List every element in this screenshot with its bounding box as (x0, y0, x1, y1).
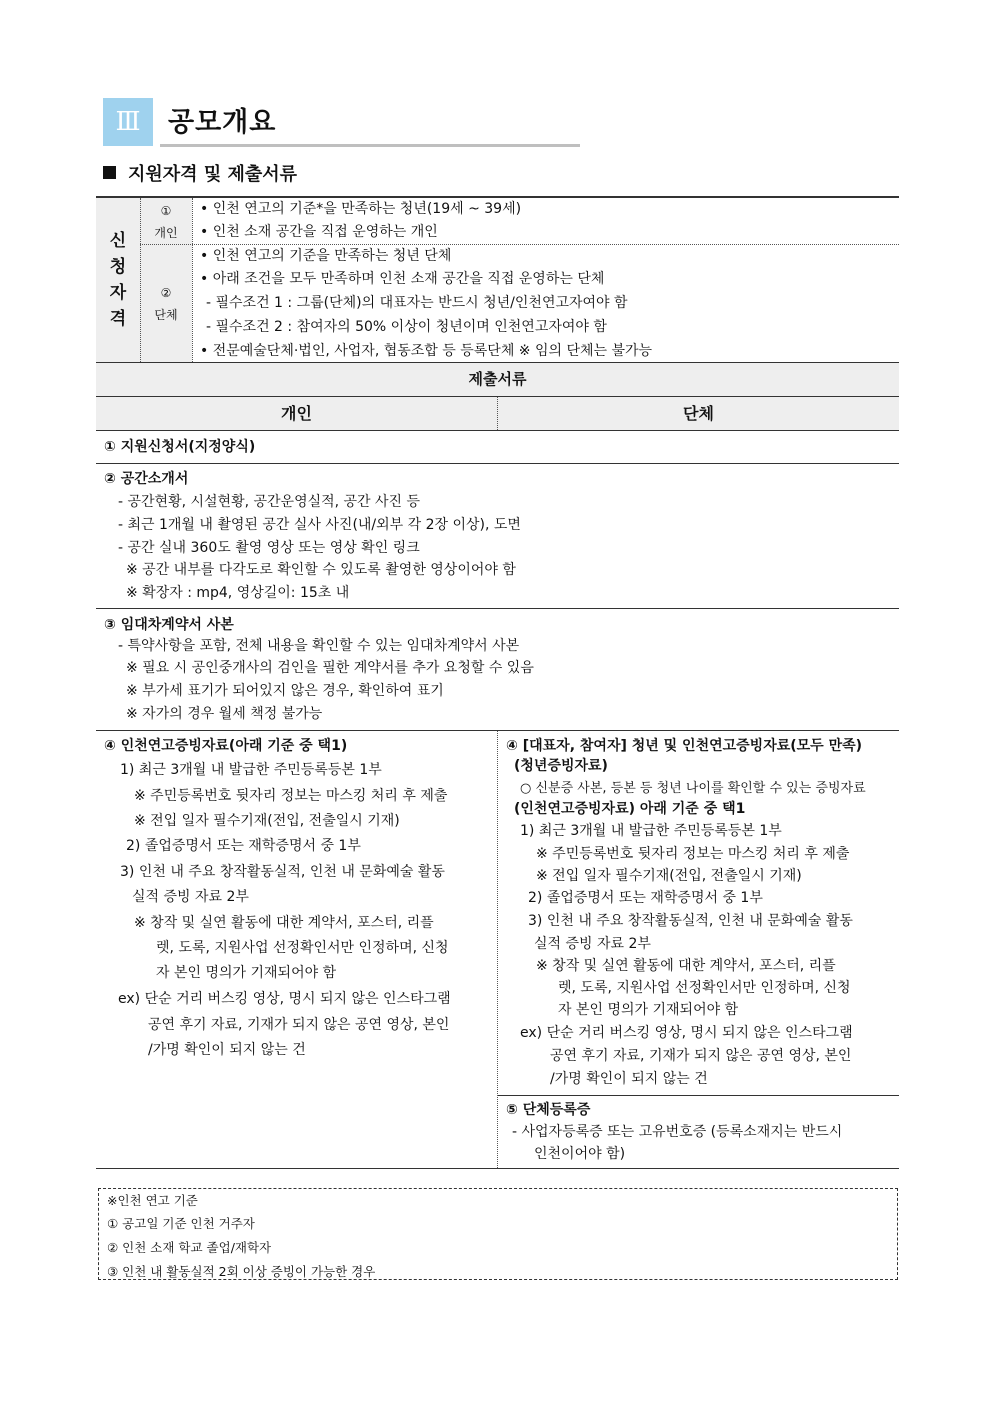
col-individual-header: 개인 (281, 404, 312, 423)
individual-qual-line: • 인천 연고의 기준*을 만족하는 청년(19세 ~ 39세) (200, 201, 522, 217)
row-border (498, 1095, 899, 1096)
doc4-group-line: ※ 전입 일자 필수기재(전입, 전출일시 기재) (536, 868, 802, 884)
qual-divider (192, 198, 193, 362)
subheading-text: 지원자격 및 제출서류 (128, 164, 298, 185)
doc2-line: - 공간현황, 시설현황, 공간운영실적, 공간 사진 등 (118, 494, 421, 510)
doc4-group-line: 렛, 도록, 지원사업 선정확인서만 인정하며, 신청 (558, 980, 851, 996)
group-qual-line: - 필수조건 1 : 그룹(단체)의 대표자는 반드시 청년/인천연고자여야 함 (206, 295, 628, 311)
doc3-line: - 특약사항을 포함, 전체 내용을 확인할 수 있는 임대차계약서 사본 (118, 638, 520, 654)
individual-num: ① (160, 204, 172, 218)
doc1-title: ① 지원신청서(지정양식) (104, 439, 256, 455)
doc2-title: ② 공간소개서 (104, 471, 189, 487)
doc3-line: ※ 필요 시 공인중개사의 검인을 필한 계약서를 추가 요청할 수 있음 (126, 660, 534, 676)
doc4-group-line: /가명 확인이 되지 않는 건 (550, 1071, 708, 1087)
doc3-line: ※ 부가세 표기가 되어있지 않은 경우, 확인하여 표기 (126, 683, 444, 699)
doc4-group-title: ④ [대표자, 참여자] 청년 및 인천연고증빙자료(모두 만족) (506, 738, 863, 754)
doc2-line: - 공간 실내 360도 촬영 영상 또는 영상 확인 링크 (118, 540, 420, 556)
qualification-label (96, 198, 140, 362)
group-qual-line: - 필수조건 2 : 참여자의 50% 이상이 청년이며 인천연고자여야 함 (206, 319, 607, 335)
individual-category (140, 200, 192, 244)
subheading (103, 160, 297, 186)
doc4-individual-line: 2) 졸업증명서 또는 재학증명서 중 1부 (126, 838, 361, 854)
doc4-group-line: (인천연고증빙자료) 아래 기준 중 택1 (514, 801, 746, 817)
doc4-individual-line: 공연 후기 자료, 기재가 되지 않은 공연 영상, 본인 (148, 1017, 450, 1033)
row-border (96, 608, 899, 609)
group-num: ② (160, 286, 172, 300)
doc4-group-line: ex) 단순 거리 버스킹 영상, 명시 되지 않은 인스타그램 (520, 1025, 853, 1041)
doc4-individual-line: 3) 인천 내 주요 창작활동실적, 인천 내 문화예술 활동 (120, 864, 445, 880)
page-title: 공모개요 (168, 107, 277, 138)
section-number-badge: Ⅲ (103, 98, 153, 146)
doc4-group-line: (청년증빙자료) (514, 758, 608, 774)
title-underline (160, 144, 580, 147)
doc4-group-line: 3) 인천 내 주요 창작활동실적, 인천 내 문화예술 활동 (528, 913, 853, 929)
doc4-group-line: 공연 후기 자료, 기재가 되지 않은 공연 영상, 본인 (550, 1048, 852, 1064)
doc4-group-line: ○ 신분증 사본, 등본 등 청년 나이를 확인할 수 있는 증빙자료 (520, 781, 866, 796)
doc4-group-line: 실적 증빙 자료 2부 (534, 936, 651, 952)
doc4-group-line: ※ 창작 및 실연 활동에 대한 계약서, 포스터, 리플 (536, 958, 836, 974)
documents-heading: 제출서류 (468, 370, 527, 388)
doc4-group-line: 2) 졸업증명서 또는 재학증명서 중 1부 (528, 890, 763, 906)
doc4-individual-line: ex) 단순 거리 버스킹 영상, 명시 되지 않은 인스타그램 (118, 991, 451, 1007)
footnote-item: ① 공고일 기준 인천 거주자 (107, 1216, 255, 1231)
group-qual-line: • 전문예술단체·법인, 사업자, 협동조합 등 등록단체 ※ 임의 단체는 불가능 (200, 343, 653, 359)
footnote-item: ② 인천 소재 학교 졸업/재학자 (107, 1240, 272, 1255)
header-bottom-border (96, 430, 899, 431)
doc4-individual-line: ※ 창작 및 실연 활동에 대한 계약서, 포스터, 리플 (134, 915, 434, 931)
footnote-box (98, 1188, 898, 1280)
doc4-individual-line: 렛, 도록, 지원사업 선정확인서만 인정하며, 신청 (156, 940, 449, 956)
footnote-title: ※인천 연고 기준 (107, 1193, 198, 1208)
doc4-group-line: ※ 주민등록번호 뒷자리 정보는 마스킹 처리 후 제출 (536, 846, 850, 862)
doc4-individual-line: 실적 증빙 자료 2부 (132, 889, 249, 905)
doc4-individual-line: 자 본인 명의가 기재되어야 함 (156, 965, 337, 981)
doc5-group-line: - 사업자등록증 또는 고유번호증 (등록소재지는 반드시 (512, 1124, 843, 1140)
individual-label: 개인 (154, 226, 178, 240)
doc3-title: ③ 임대차계약서 사본 (104, 617, 234, 633)
doc5-group-title: ⑤ 단체등록증 (506, 1102, 591, 1118)
doc4-individual-line: ※ 전입 일자 필수기재(전입, 전출일시 기재) (134, 813, 400, 829)
qualification-label-text: 신청자격 (109, 231, 127, 329)
doc4-individual-title: ④ 인천연고증빙자료(아래 기준 중 택1) (104, 738, 348, 754)
group-qual-line: • 인천 연고의 기준을 만족하는 청년 단체 (200, 248, 452, 264)
footnote-item: ③ 인천 내 활동실적 2회 이상 증빙이 가능한 경우 (107, 1264, 376, 1279)
doc4-individual-line: ※ 주민등록번호 뒷자리 정보는 마스킹 처리 후 제출 (134, 788, 448, 804)
doc3-line: ※ 자가의 경우 월세 책정 불가능 (126, 706, 323, 722)
doc2-line: ※ 확장자 : mp4, 영상길이: 15초 내 (126, 585, 350, 601)
doc2-line: ※ 공간 내부를 다각도로 확인할 수 있도록 촬영한 영상이어야 함 (126, 562, 516, 578)
group-label: 단체 (154, 308, 178, 322)
col-divider (497, 731, 498, 1168)
doc4-group-line: 1) 최근 3개월 내 발급한 주민등록등본 1부 (520, 823, 782, 839)
group-qual-line: • 아래 조건을 모두 만족하며 인천 소재 공간을 직접 운영하는 단체 (200, 271, 605, 287)
square-bullet-icon (103, 166, 116, 179)
doc4-individual-line: /가명 확인이 되지 않는 건 (148, 1042, 306, 1058)
doc5-group-line: 인천이어야 함) (534, 1146, 626, 1162)
doc2-line: - 최근 1개월 내 촬영된 공간 실사 사진(내/외부 각 2장 이상), 도면 (118, 517, 521, 533)
table-bottom-border (96, 1168, 899, 1169)
row-border (96, 463, 899, 464)
group-category (140, 282, 192, 326)
col-group-header: 단체 (683, 404, 714, 423)
doc4-group-line: 자 본인 명의가 기재되어야 함 (558, 1002, 739, 1018)
doc4-individual-line: 1) 최근 3개월 내 발급한 주민등록등본 1부 (120, 762, 382, 778)
individual-qual-line: • 인천 소재 공간을 직접 운영하는 개인 (200, 224, 438, 240)
documents-top-border (96, 362, 899, 363)
